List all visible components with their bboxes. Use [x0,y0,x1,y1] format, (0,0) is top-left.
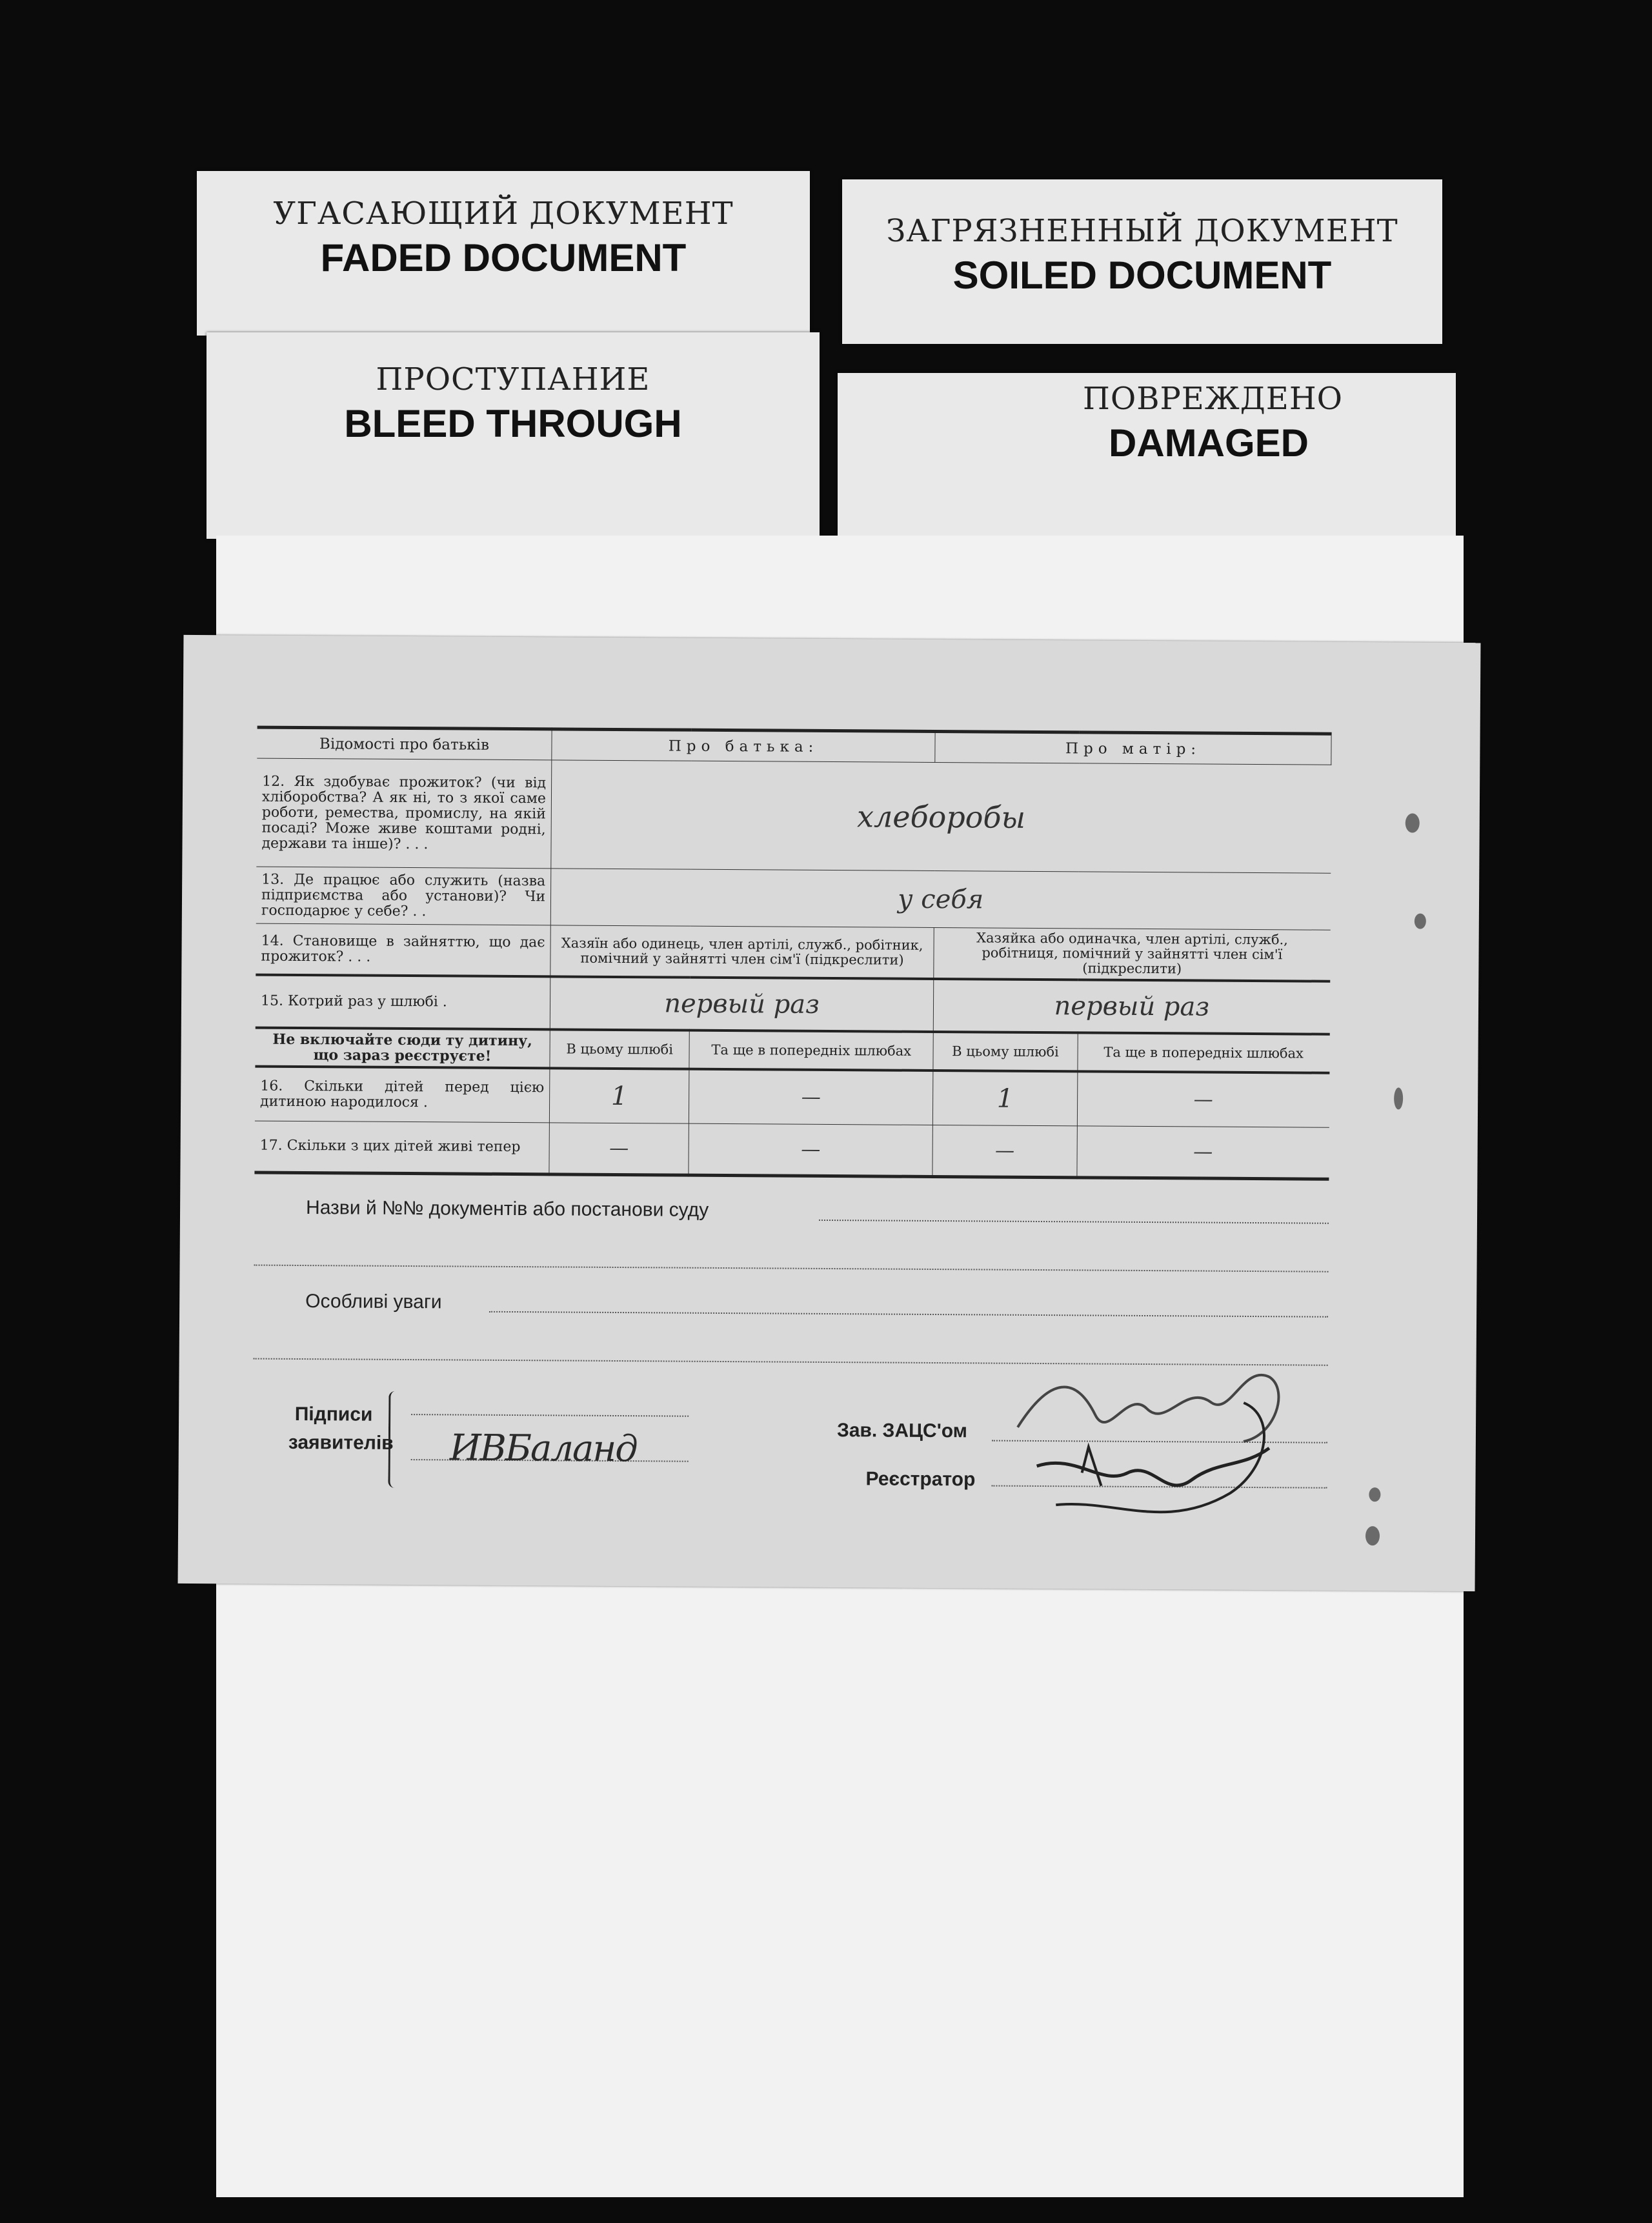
damaged-card [838,373,1456,547]
answer-17-3: — [932,1125,1077,1177]
documents-line-2 [254,1265,1329,1272]
question-13: 13. Де працює або служить (назва підприємства або установи)? Чи господарює у себе? . . [256,867,551,925]
subheader-father-previous: Та ще в попередніх шлюбах [689,1031,933,1071]
applicant-signature-line [411,1414,689,1417]
card-en-label: DAMAGED [1109,421,1309,465]
subheader-mother-previous: Та ще в попередніх шлюбах [1078,1032,1330,1072]
faded-document-card [197,171,810,336]
question-16: 16. Скільки дітей перед цією дитиною народилося . [255,1067,550,1123]
header-father: Про батька: [552,729,935,763]
answer-17-1: — [549,1122,689,1174]
card-ru-label: ПРОСТУПАНИЕ [376,361,650,397]
remarks-label: Особливі уваги [305,1291,442,1313]
card-en-label: FADED DOCUMENT [320,236,687,279]
header-mother: Про матір: [935,731,1331,765]
answer-15-mother: первый раз [933,979,1329,1034]
answer-17-2: — [689,1123,932,1176]
answer-12: хлеборобы [551,760,1331,873]
head-signature-drawing [998,1337,1296,1552]
question-17: 17. Скільки з цих дітей живі тепер [254,1121,549,1174]
signatures-brace [388,1391,399,1488]
answer-16-4: — [1077,1071,1329,1127]
head-label: Зав. ЗАЦС'ом [836,1420,967,1442]
answer-13: у себя [550,869,1331,930]
subheader-father-this-marriage: В цьому шлюбі [550,1029,690,1069]
card-en-label: BLEED THROUGH [344,402,682,445]
card-ru-label: УГАСАЮЩИЙ ДОКУМЕНТ [273,196,734,232]
punch-hole-mark [1394,1087,1403,1109]
punch-hole-mark [1415,914,1426,929]
remarks-line [489,1311,1328,1318]
header-parents-info: Відомості про батьків [257,727,552,760]
answer-14-mother: Хазяйка або одиначка, член артілі, служб., робітниця, помічний у зайнятті член сім'ї (підкреслити) [934,927,1330,981]
bleed-through-card [206,332,820,539]
punch-hole-mark [1365,1526,1380,1545]
answer-16-3: 1 [933,1071,1078,1125]
punch-hole-mark [1369,1487,1380,1502]
documents-label: Назви й №№ документів або постанови суду [305,1197,709,1221]
subheader-mother-this-marriage: В цьому шлюбі [933,1032,1078,1071]
answer-14-father: Хазяїн або одинець, член артілі, служб., робітник, помічний у зайнятті член сім'ї (підкреслити) [550,925,934,979]
card-ru-label: ЗАГРЯЗНЕННЫЙ ДОКУМЕНТ [886,213,1398,249]
registrar-label: Реєстратор [865,1468,976,1491]
documents-line [819,1220,1329,1224]
children-note: Не включайте сюди ту дитину, що зараз реєструєте! [255,1028,550,1069]
answer-15-father: первый раз [550,976,934,1032]
question-12: 12. Як здобуває прожиток? (чи від хліборобства? А як ні, то з якої саме роботи, ремества, промислу, на якій посаді? Може живе коштами родні, держави та інше)? . . . [256,758,552,869]
answer-17-4: — [1077,1125,1329,1178]
card-en-label: SOILED DOCUMENT [952,254,1332,297]
signatures-label: Підписи заявителів [288,1403,394,1454]
civil-registry-form [178,635,1481,1591]
question-15: 15. Котрий раз у шлюбі . [256,975,550,1030]
soiled-document-card [842,179,1442,344]
answer-16-1: 1 [549,1068,689,1123]
card-ru-label: ПОВРЕЖДЕНО [1083,381,1344,417]
parents-info-table [254,726,1331,1181]
punch-hole-mark [1405,813,1420,832]
answer-16-2: — [689,1069,934,1125]
applicant-signature: ИВБаланд [449,1427,637,1471]
question-14: 14. Становище в зайняттю, що дає прожиток? . . . [256,923,550,976]
